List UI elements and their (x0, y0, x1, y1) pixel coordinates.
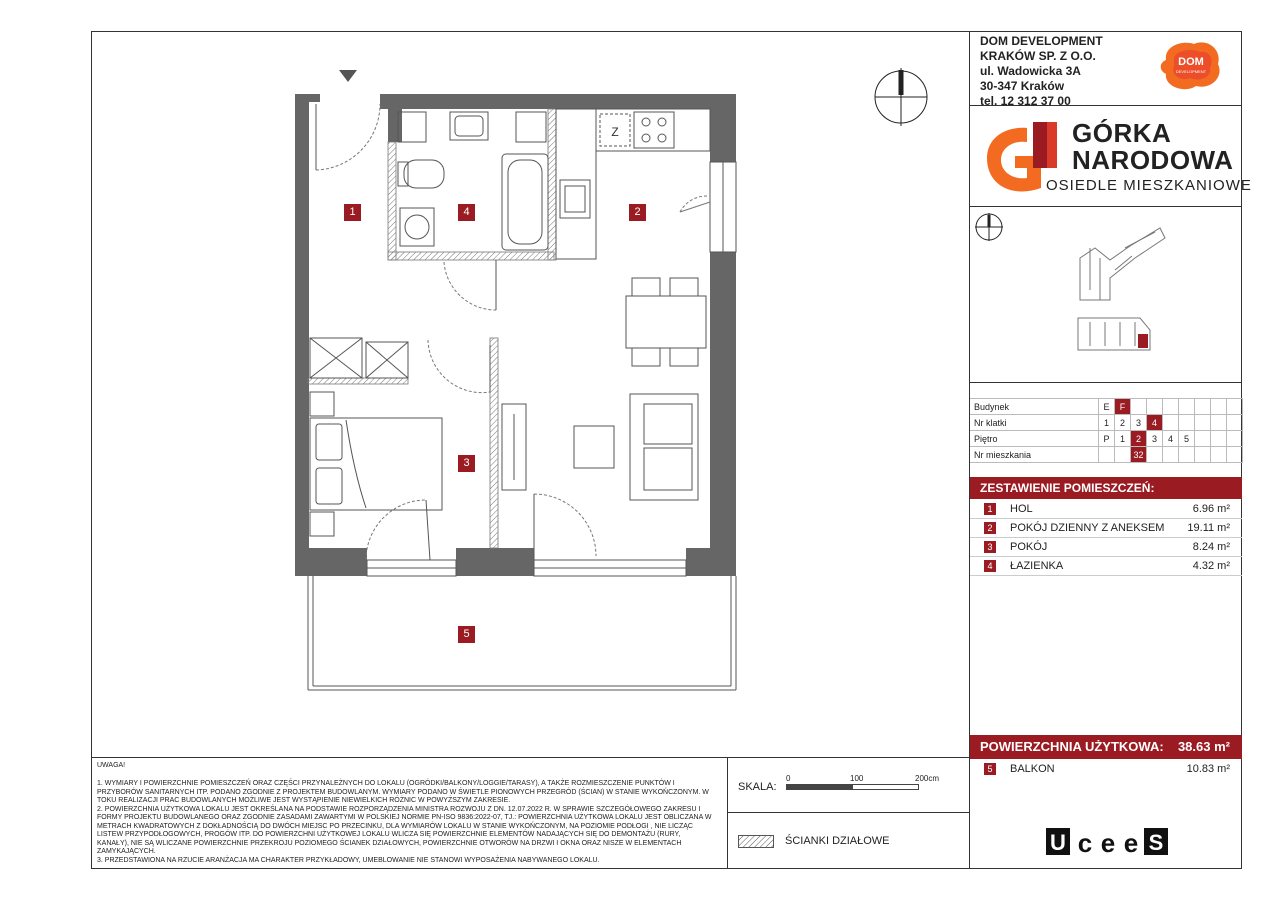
room-name: ŁAZIENKA (1010, 560, 1064, 572)
dom-logo-subtext: DEVELOPMENT (1175, 69, 1207, 74)
info-cell: 5 (1179, 431, 1195, 447)
balcony-area: 10.83 m² (1186, 763, 1230, 775)
balcony-name: BALKON (1010, 763, 1055, 775)
entrance-arrow (339, 70, 357, 82)
info-row-label: Budynek (970, 399, 1099, 415)
info-cell: E (1099, 399, 1115, 415)
site-location-map (1070, 218, 1170, 358)
info-cell: 3 (1131, 415, 1147, 431)
room-area: 6.96 m² (1192, 503, 1230, 515)
scale-label: SKALA: (738, 781, 777, 793)
map-divider (969, 382, 1242, 383)
room-tag-1: 1 (344, 204, 361, 221)
sofa (630, 394, 698, 500)
uceess-letter-e2: e (1123, 828, 1139, 858)
info-cell (1099, 447, 1115, 463)
room-num: 2 (984, 522, 996, 534)
info-cell: 3 (1147, 431, 1163, 447)
scale-divider (727, 812, 969, 813)
room-tag-2: 2 (629, 204, 646, 221)
info-row (970, 415, 1243, 431)
room-name: POKÓJ DZIENNY Z ANEKSEM (1010, 522, 1165, 534)
info-cell (1195, 447, 1211, 463)
info-cell: 32 (1131, 447, 1147, 463)
bathroom-fixtures (398, 112, 548, 250)
partition-wall-swatch (738, 835, 774, 848)
info-cell: 4 (1147, 415, 1163, 431)
room-name: POKÓJ (1010, 541, 1048, 553)
info-cell (1227, 399, 1243, 415)
room-row (970, 538, 1242, 557)
info-cell (1115, 447, 1131, 463)
apartment-info-table (970, 398, 1243, 463)
note-2: 2. POWIERZCHNIA UŻYTKOWA LOKALU JEST OKREŚLANA NA PODSTAWIE ROZPORZĄDZENIA MINISTRA ROZWOJU Z DN. 12.07.2022 R. W SPRAWIE SZCZEGÓŁOWEGO ZAKRESU I FORMY PROJEKTU BUDOWLANEGO ORAZ ZGODNIE ZASADAMI ZAWARTYMI W POLSKIEJ NORMIE PN-ISO 9836:2022-07, TJ.: POWIERZCHNIA UŻYTKOWA LOKALU JEST OBLICZANA W METRACH KWADRATOWYCH Z DOKŁADNOŚCIĄ DO DWÓCH MIEJSC PO PRZECINKU, DLA WYMIARÓW LOKALU W STANIE WYKOŃCZONYM, NA POZIOMIE PODŁOGI , NIE LICZĄC LISTEW PRZYPODŁOGOWYCH, PROGÓW ITP. DO POWIERZCHNI UŻYTKOWEJ LOKALU WLICZA SIĘ POWIERZCHNIE ELEMENTÓW NADAJĄCYCH SIĘ DO DEMONTAŻU (RURY, KANAŁY), NIE SĄ WLICZANE POWIERZCHNIE PRZEKROJU POZIOMEGO ŚCIANEK DZIAŁOWYCH, POWIERZCHNIE OTWORÓW NA DRZWI I OKNA ORAZ NISZE W ELEMENTACH ZAMYKAJĄCYCH. (97, 805, 712, 855)
info-cell: 2 (1115, 415, 1131, 431)
company-name-2: KRAKÓW SP. Z O.O. (980, 49, 1096, 63)
note-3: 3. PRZEDSTAWIONA NA RZUCIE ARANŻACJA MA CHARAKTER PRZYKŁADOWY, UMEBLOWANIE NIE STANOWI WYPOSAŻENIA NABYWANEGO LOKALU. (97, 856, 600, 864)
company-city: 30-347 Kraków (980, 79, 1065, 93)
info-cell (1227, 431, 1243, 447)
info-cell (1211, 415, 1227, 431)
info-cell: P (1099, 431, 1115, 447)
wardrobe (310, 338, 408, 378)
room-tag-4: 4 (458, 204, 475, 221)
scale-tick-100: 100 (850, 774, 864, 783)
uceess-letter-c: c (1077, 828, 1093, 858)
coffee-table (574, 426, 614, 468)
room-num: 4 (984, 560, 996, 572)
info-cell (1147, 399, 1163, 415)
info-cell (1163, 415, 1179, 431)
room-area: 19.11 m² (1187, 522, 1230, 534)
brand-divider (969, 206, 1242, 207)
uceess-logo (1045, 826, 1171, 858)
note-1: 1. WYMIARY I POWIERZCHNIE POMIESZCZEŃ ORAZ CZĘŚCI PRZYNALEŻNYCH DO LOKALU (OGRÓDKI/BALKONY/LOGGIE/TARASY), A TAKŻE ROZMIESZCZENIE PUNKTÓW I PRZYBORÓW SANITARNYCH ITP. PODANO ZGODNIE Z PROJEKTEM BUDOWLANYM. WYMIARY PODANO W ŚWIETLE PIONOWYCH PRZEGRÓD (ŚCIAN) W STANIE WYKOŃCZONYM. W TOKU REALIZACJI PRAC BUDOWLANYCH MOŻLIWE JEST WYSTĄPIENIE NIEWIELKICH RÓŻNIC W POWYŻSZYM ZAKRESIE. (97, 780, 709, 804)
notes-text (97, 780, 712, 865)
brand-title-1: GÓRKA (1072, 118, 1172, 148)
info-row-label: Nr mieszkania (970, 447, 1099, 463)
uceess-letter-u: U (1050, 830, 1066, 855)
info-cell (1227, 415, 1243, 431)
brand-subtitle: OSIEDLE MIESZKANIOWE (1046, 177, 1252, 194)
info-row (970, 399, 1243, 415)
info-cell (1211, 399, 1227, 415)
notes-title: UWAGA! (97, 762, 126, 769)
info-cell: 1 (1115, 431, 1131, 447)
room-num: 1 (984, 503, 996, 515)
room-tag-5: 5 (458, 626, 475, 643)
scale-bar (786, 784, 920, 792)
room-num: 3 (984, 541, 996, 553)
uceess-letter-e1: e (1100, 828, 1116, 858)
info-row (970, 431, 1243, 447)
notes-scale-divider (727, 757, 728, 869)
rooms-header: ZESTAWIENIE POMIESZCZEŃ: (970, 477, 1242, 499)
info-cell (1195, 431, 1211, 447)
notes-divider (91, 757, 969, 758)
room-row (970, 500, 1242, 519)
info-cell (1179, 447, 1195, 463)
uceess-letter-s: S (1148, 830, 1164, 855)
room-tag-3: 3 (458, 455, 475, 472)
info-cell: 1 (1099, 415, 1115, 431)
north-compass (872, 66, 930, 128)
kitchen-units (556, 109, 710, 259)
info-row-label: Piętro (970, 431, 1099, 447)
company-name-1: DOM DEVELOPMENT (980, 34, 1103, 48)
room-row (970, 557, 1242, 576)
floor-plan (290, 66, 750, 696)
info-cell (1163, 399, 1179, 415)
legend-label: ŚCIANKI DZIAŁOWE (785, 835, 890, 847)
info-cell (1211, 447, 1227, 463)
room-name: HOL (1010, 503, 1033, 515)
company-info (980, 34, 1103, 109)
dining-set (626, 278, 706, 366)
room-area: 8.24 m² (1192, 541, 1230, 553)
scale-tick-0: 0 (786, 774, 791, 783)
room-row (970, 519, 1242, 538)
brand-title-2: NARODOWA (1072, 145, 1234, 175)
info-cell (1179, 399, 1195, 415)
dom-development-logo (1158, 40, 1224, 92)
scale-tick-200: 200cm (915, 774, 940, 783)
stove-z-mark: Z (611, 125, 619, 139)
balcony-outline (308, 576, 736, 690)
info-cell (1131, 399, 1147, 415)
info-cell (1195, 399, 1211, 415)
info-cell: 2 (1131, 431, 1147, 447)
total-area-label: POWIERZCHNIA UŻYTKOWA: (980, 739, 1164, 754)
total-area-value: 38.63 m² (1177, 739, 1230, 754)
info-row-label: Nr klatki (970, 415, 1099, 431)
info-cell (1211, 431, 1227, 447)
info-cell (1147, 447, 1163, 463)
partition-walls (308, 109, 556, 548)
info-cell (1163, 447, 1179, 463)
small-compass (974, 212, 1004, 242)
info-cell: F (1115, 399, 1131, 415)
info-cell (1195, 415, 1211, 431)
exterior-walls (295, 94, 736, 576)
info-cell: 4 (1163, 431, 1179, 447)
brand-title (1072, 120, 1233, 174)
company-phone: tel. 12 312 37 00 (980, 94, 1071, 108)
room-area: 4.32 m² (1192, 560, 1230, 572)
balcony-row (970, 760, 1242, 779)
total-area (970, 735, 1242, 759)
dom-logo-text: DOM (1178, 56, 1204, 68)
info-row (970, 447, 1243, 463)
bed (310, 392, 442, 536)
info-cell (1179, 415, 1195, 431)
balcony-num: 5 (984, 763, 996, 775)
info-cell (1227, 447, 1243, 463)
company-street: ul. Wadowicka 3A (980, 64, 1081, 78)
